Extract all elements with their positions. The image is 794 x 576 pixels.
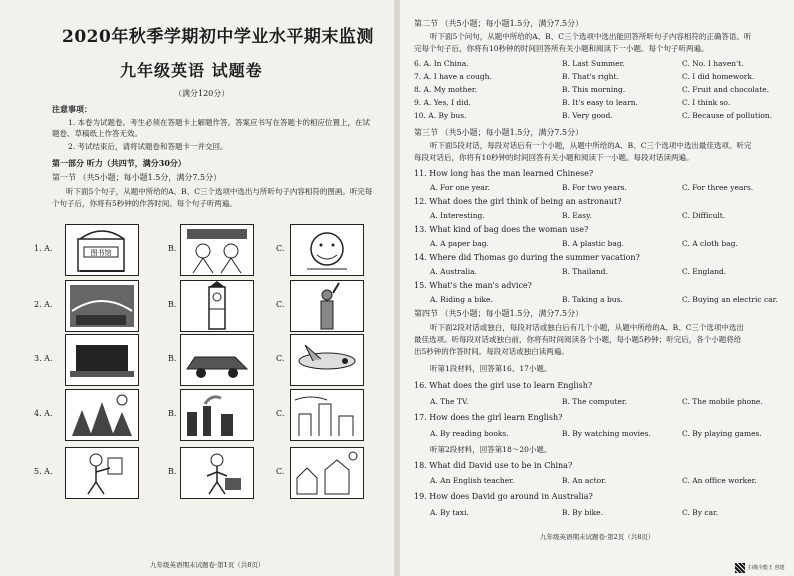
face-picture bbox=[290, 224, 364, 276]
score-note: （满分120分） bbox=[174, 89, 230, 98]
q16-option-c: C. The mobile phone. bbox=[682, 397, 763, 406]
q10-option-a: 10. A. By bus. bbox=[414, 111, 467, 120]
exam-subtitle: 九年级英语 试题卷 bbox=[120, 61, 263, 80]
library-picture bbox=[65, 224, 139, 276]
picture-label: B. bbox=[168, 409, 177, 418]
scanner-qr-icon bbox=[735, 563, 745, 573]
page-footer-left: 九年级英语期末试题卷·第1页（共8页） bbox=[150, 561, 265, 569]
q7-option-a: 7. A. I have a cough. bbox=[414, 72, 492, 81]
q12-option-a: A. Interesting. bbox=[430, 211, 485, 220]
section3-instruction-1: 听下面5段对话，每段对话后有一个小题，从题中所给的A、B、C三个选项中选出最佳选项。听完 bbox=[430, 141, 752, 150]
material1-note: 听第1段材料，回答第16、17小题。 bbox=[430, 364, 552, 373]
q12-option-c: C. Difficult. bbox=[682, 211, 726, 220]
part1-heading: 第一部分 听力（共四节，满分30分） bbox=[52, 158, 186, 168]
bus-stop-picture bbox=[180, 224, 254, 276]
clock-tower-picture bbox=[180, 280, 254, 332]
picture-label: C. bbox=[276, 300, 285, 309]
picture-label: C. bbox=[276, 244, 285, 253]
page-footer-right: 九年级英语期末试题卷·第2页（共8页） bbox=[540, 533, 655, 541]
section4-heading: 第四节 （共5小题；每小题1.5分，满分7.5分） bbox=[414, 309, 584, 318]
q17-option-c: C. By playing games. bbox=[682, 429, 762, 438]
question-15: 15. What's the man's advice? bbox=[414, 281, 532, 290]
picture-label: C. bbox=[276, 467, 285, 476]
section1-instruction-1: 听下面5个句子，从题中所给的A、B、C三个选项中选出与所听句子内容相符的图画。听完每 bbox=[66, 187, 373, 196]
statue-picture bbox=[290, 280, 364, 332]
q12-option-b: B. Easy. bbox=[562, 211, 592, 220]
q15-option-a: A. Riding a bike. bbox=[430, 295, 493, 304]
question-16: 16. What does the girl use to learn English? bbox=[414, 381, 593, 390]
picture-label: B. bbox=[168, 354, 177, 363]
scanner-watermark: 扫描全能王 创建 bbox=[748, 565, 785, 571]
picture-label: 5. A. bbox=[34, 467, 53, 476]
picture-label: C. bbox=[276, 354, 285, 363]
houses-picture bbox=[290, 447, 364, 499]
question-14: 14. Where did Thomas go during the summer vacation? bbox=[414, 253, 640, 262]
picture-label: C. bbox=[276, 409, 285, 418]
q13-option-b: B. A plastic bag. bbox=[562, 239, 625, 248]
section4-instruction-1: 听下面2段对话或独白，每段对话或独白后有几个小题，从题中所给的A、B、C三个选项中选出 bbox=[430, 323, 744, 332]
section2-instruction-2: 完每个句子后，你将有10秒钟的时间回答所有关小题和阅读下一小题。每个句子听两遍。 bbox=[414, 44, 709, 53]
exam-page-left bbox=[0, 0, 394, 576]
q18-option-a: A. An English teacher. bbox=[430, 476, 515, 485]
notice-heading: 注意事项： bbox=[52, 104, 92, 114]
q9-option-b: B. It's easy to learn. bbox=[562, 98, 638, 107]
section3-instruction-2: 每段对话后，你将有10秒钟的时间回答有关小题和阅读下一小题。每段对话读两遍。 bbox=[414, 153, 694, 162]
q15-option-b: B. Taking a bus. bbox=[562, 295, 623, 304]
q17-option-b: B. By watching movies. bbox=[562, 429, 651, 438]
section3-heading: 第三节 （共5小题；每小题1.5分，满分7.5分） bbox=[414, 128, 584, 137]
q19-option-c: C. By car. bbox=[682, 508, 719, 517]
q15-option-c: C. Buying an electric car. bbox=[682, 295, 778, 304]
svg-text:图书馆: 图书馆 bbox=[90, 249, 112, 257]
q7-option-c: C. I did homework. bbox=[682, 72, 755, 81]
q14-option-c: C. England. bbox=[682, 267, 727, 276]
q6-option-a: 6. A. In China. bbox=[414, 59, 469, 68]
q6-option-c: C. No. I haven't. bbox=[682, 59, 744, 68]
picture-label: 3. A. bbox=[34, 354, 53, 363]
section1-instruction-2: 个句子后，你将有5秒钟的作答时间。每个句子听两遍。 bbox=[52, 199, 237, 208]
section2-instruction-1: 听下面5个问句，从题中所给的A、B、C三个选项中选出能回答所听句子内容相符的正确答语。听 bbox=[430, 32, 752, 41]
q13-option-a: A. A paper bag. bbox=[430, 239, 489, 248]
question-13: 13. What kind of bag does the woman use? bbox=[414, 225, 589, 234]
q19-option-a: A. By taxi. bbox=[430, 508, 469, 517]
material2-note: 听第2段材料，回答第18～20小题。 bbox=[430, 445, 552, 454]
picture-label: 1. A. bbox=[34, 244, 53, 253]
q16-option-a: A. The TV. bbox=[430, 397, 469, 406]
q7-option-b: B. That's right. bbox=[562, 72, 619, 81]
section4-instruction-3: 出5秒钟的作答时间。每段对话或独白读两遍。 bbox=[414, 347, 569, 356]
section4-instruction-2: 最佳选项。听每段对话或独白前，你将有时间阅读各个小题，每小题5秒钟；听完后，各个小题将给 bbox=[414, 335, 742, 344]
question-19: 19. How does David go around in Australia? bbox=[414, 492, 593, 501]
question-11: 11. How long has the man learned Chinese? bbox=[414, 169, 594, 178]
q13-option-c: C. A cloth bag. bbox=[682, 239, 738, 248]
picture-label: B. bbox=[168, 244, 177, 253]
q10-option-c: C. Because of pollution. bbox=[682, 111, 773, 120]
q8-option-a: 8. A. My mother. bbox=[414, 85, 478, 94]
q9-option-a: 9. A. Yes, I did. bbox=[414, 98, 471, 107]
section1-heading: 第一节 （共5小题；每小题1.5分，满分7.5分） bbox=[52, 173, 222, 182]
q8-option-c: C. Fruit and chocolate. bbox=[682, 85, 770, 94]
exam-title: 2020年秋季学期初中学业水平期末监测 bbox=[62, 27, 374, 47]
laptop-picture bbox=[65, 334, 139, 386]
q11-option-c: C. For three years. bbox=[682, 183, 754, 192]
picture-label: B. bbox=[168, 467, 177, 476]
q9-option-c: C. I think so. bbox=[682, 98, 731, 107]
picture-label: B. bbox=[168, 300, 177, 309]
q11-option-b: B. For two years. bbox=[562, 183, 627, 192]
q8-option-b: B. This morning. bbox=[562, 85, 626, 94]
picture-label: 2. A. bbox=[34, 300, 53, 309]
picture-label: 4. A. bbox=[34, 409, 53, 418]
notice-1b: 题卷、草稿纸上作答无效。 bbox=[52, 129, 142, 138]
man-reading-picture bbox=[65, 447, 139, 499]
question-17: 17. How does the girl learn English? bbox=[414, 413, 563, 422]
factory-picture bbox=[180, 389, 254, 441]
question-18: 18. What did David use to be in China? bbox=[414, 461, 573, 470]
notice-2: 2. 考试结束后，请将试题卷和答题卡一并交回。 bbox=[68, 142, 228, 151]
q16-option-b: B. The computer. bbox=[562, 397, 627, 406]
road-picture bbox=[65, 280, 139, 332]
q18-option-b: B. An actor. bbox=[562, 476, 607, 485]
q18-option-c: C. An office worker. bbox=[682, 476, 757, 485]
q17-option-a: A. By reading books. bbox=[430, 429, 509, 438]
section2-heading: 第二节 （共5小题；每小题1.5分，满分7.5分） bbox=[414, 19, 584, 28]
man-walking-picture bbox=[180, 447, 254, 499]
q19-option-b: B. By bike. bbox=[562, 508, 603, 517]
mountains-picture bbox=[65, 389, 139, 441]
q6-option-b: B. Last Summer. bbox=[562, 59, 625, 68]
q11-option-a: A. For one year. bbox=[430, 183, 490, 192]
question-12: 12. What does the girl think of being an astronaut? bbox=[414, 197, 622, 206]
q14-option-b: B. Thailand. bbox=[562, 267, 608, 276]
car-picture bbox=[180, 334, 254, 386]
q10-option-b: B. Very good. bbox=[562, 111, 613, 120]
q14-option-a: A. Australia. bbox=[430, 267, 478, 276]
exam-page-right bbox=[400, 0, 794, 576]
notice-1a: 1. 本卷为试题卷。考生必须在答题卡上解题作答。答案应书写在答题卡的相应位置上，在试 bbox=[68, 118, 371, 127]
plane-picture bbox=[290, 334, 364, 386]
buildings-picture bbox=[290, 389, 364, 441]
